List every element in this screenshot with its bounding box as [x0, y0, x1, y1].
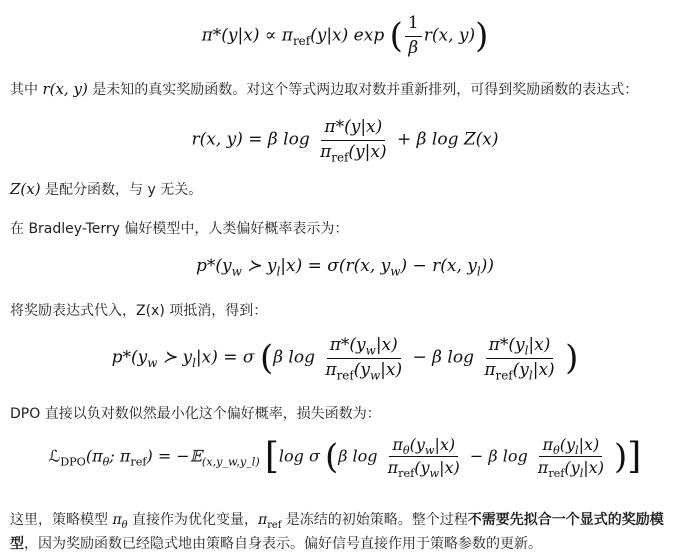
paragraph-dpo-summary [10, 508, 682, 556]
eq5-eq-E: ) = −𝔼 [146, 446, 202, 466]
para6-bold1: 不需要先拟合一个显式的奖励模 [467, 512, 664, 528]
eq5-den1-a: (y [414, 458, 430, 478]
eq5-den2-b: |x) [583, 458, 604, 478]
eq5-den2-a: (y [564, 458, 580, 478]
para6-line2 [10, 532, 682, 556]
eq3-c: |x) = σ(r(x, y [280, 256, 391, 276]
eq5-args-a: (π [85, 446, 103, 466]
eq4-den1-b: |x) [380, 359, 403, 380]
equation-optimal-policy [0, 14, 690, 58]
paragraph-bradley-terry [10, 218, 682, 240]
eq5-num1-b: |x) [434, 435, 456, 454]
para6-pi-theta: π [112, 512, 122, 528]
left-paren: ( [389, 16, 403, 57]
eq4-right-paren: ) [565, 338, 579, 379]
eq5-num2-b: |x) [578, 435, 600, 454]
equation-dpo-loss [0, 435, 690, 481]
para1-math: r(x, y) [42, 80, 88, 98]
eq5-fraction-l: $\frac{\pi_\theta(y_l|x)}{\pi_{ref}(y_l|x)}$ [537, 435, 604, 481]
eq5-right-paren: ) [614, 436, 628, 477]
eq5-num1-a: (y [409, 435, 425, 454]
eq4-den1-pi: π [325, 359, 337, 380]
eq2-den-tail: (y|x) [348, 141, 387, 162]
eq5-theta: θ [102, 455, 110, 469]
eq2-num: π*(y|x) [321, 118, 385, 141]
eq2-den-pi: π [320, 141, 332, 162]
eq5-num1-pi: π [392, 435, 403, 454]
eq4-den1-sub: ref [336, 367, 354, 382]
paragraph-partition [10, 178, 682, 201]
para6-line1-a: 这里，策略模型 [10, 512, 113, 528]
eq4-fraction-w: $\frac{\pi*(y_w|x)}{\pi_{ref}(y_w|x)}$ [325, 335, 403, 382]
eq5-ref: ref [130, 455, 147, 469]
eq5-minus: − β log [469, 446, 528, 466]
eq3-e: )) [480, 256, 494, 276]
eq3-sub-w: w [231, 264, 242, 279]
eq1-ref-sub: ref [292, 33, 311, 48]
eq5-right-bracket: ] [627, 436, 642, 478]
equation-bradley-terry [0, 256, 690, 279]
equation-reward [0, 118, 690, 162]
eq4-fraction-l: $\frac{\pi*(y_l|x)}{\pi_{ref}(y_l|x)}$ [484, 335, 555, 382]
eq4-left-paren: ( [259, 338, 274, 379]
para2-post: 是配分函数，与 y 无关。 [40, 182, 203, 198]
eq4-minus: − β log [412, 347, 474, 368]
eq4-num2-b: |x) [528, 335, 551, 355]
paragraph-dpo-loss-intro [10, 403, 682, 425]
eq5-E-sub: (x,y_w,y_l) [201, 455, 260, 469]
eq4-den2-pi: π [484, 359, 496, 380]
eq5-L: ℒ [48, 446, 61, 466]
eq5-left-paren: ( [324, 436, 339, 477]
paragraph-substitute [10, 300, 682, 322]
eq5-left-bracket: [ [264, 436, 279, 478]
eq3-a: p*(y [196, 256, 232, 276]
eq1-den: β [408, 37, 419, 58]
eq4-sub-w: w [147, 355, 158, 370]
eq5-args-b: ; π [109, 446, 131, 466]
eq4-num1-b: |x) [375, 335, 398, 355]
eq4-num2-a: π*(y [488, 335, 525, 355]
right-paren: ) [475, 16, 489, 57]
eq1-lhs: π*(y|x) ∝ π [201, 25, 293, 46]
eq5-fraction-w: $\frac{\pi_\theta(y_w|x)}{\pi_{ref}(y_w|x)}$ [387, 435, 460, 481]
eq5-beta-log-1: β log [338, 446, 378, 466]
eq4-lhs-b: ≻ y [157, 347, 193, 368]
para6-line2-text: ，因为奖励函数已经隐式地由策略自身表示。偏好信号直接作用于策略参数的更新。 [24, 536, 542, 552]
para2-math: Z(x) [10, 180, 41, 198]
eq4-den2-sub: ref [495, 367, 513, 382]
para6-pi-ref: π [258, 512, 268, 528]
eq3-b: ≻ y [241, 256, 277, 276]
para3-text: 在 Bradley-Terry 偏好模型中，人类偏好概率表示为： [10, 221, 349, 237]
eq4-den2-b: |x) [532, 359, 555, 380]
eq4-lhs-a: p*(y [111, 347, 148, 368]
para6-theta: θ [121, 519, 128, 531]
eq4-num1-a: π*(y [329, 335, 366, 355]
eq1-tail: r(x, y) [423, 25, 476, 46]
eq1-fraction [405, 14, 422, 58]
eq4-den2-a: (y [512, 359, 529, 380]
para6-bold2: 型 [10, 536, 24, 552]
eq5-den2-pi: π [537, 458, 549, 478]
eq5-num2-pi: π [542, 435, 553, 454]
eq2-fraction [317, 118, 390, 162]
para6-line1-b: 直接作为优化变量， [127, 512, 259, 528]
eq1-num: 1 [405, 14, 422, 37]
para4-text: 将奖励表达式代入，Z(x) 项抵消，得到： [10, 303, 268, 319]
eq3-sub-l: l [276, 264, 281, 279]
eq2-lhs: r(x, y) = β log [191, 129, 310, 150]
eq3-d: ) − r(x, y [400, 256, 477, 276]
eq4-sub-l: l [192, 355, 196, 370]
para5-text: DPO 直接以负对数似然最小化这个偏好概率，损失函数为： [10, 406, 381, 422]
para1-post: 是未知的真实奖励函数。对这个等式两边取对数并重新排列，可得到奖励函数的表达式： [87, 82, 639, 98]
eq5-den1-pi: π [387, 458, 399, 478]
paragraph-reward-intro [10, 78, 682, 101]
eq1-mid: (y|x) exp [310, 25, 385, 46]
eq2-tail: + β log Z(x) [397, 129, 499, 150]
eq5-den1-b: |x) [439, 458, 460, 478]
para1-pre: 其中 [10, 82, 43, 98]
equation-preference-policy [0, 336, 690, 380]
para6-line1 [10, 508, 682, 532]
eq4-den1-a: (y [353, 359, 370, 380]
eq4-beta-log-1: β log [273, 347, 315, 368]
para6-ref: ref [267, 519, 282, 531]
eq5-den1-sub: ref [398, 467, 415, 481]
eq5-den2-sub: ref [548, 467, 565, 481]
eq4-lhs-c: |x) = σ [195, 347, 255, 368]
eq5-L-sub: DPO [60, 455, 86, 469]
eq3-sub-l2: l [476, 264, 481, 279]
para6-line1-c: 是冻结的初始策略。整个过程 [281, 512, 468, 528]
eq5-log-sigma: log σ [278, 446, 320, 466]
eq5-num2-a: (y [559, 435, 576, 454]
eq3-sub-w2: w [390, 264, 401, 279]
eq2-den-sub: ref [331, 149, 349, 164]
